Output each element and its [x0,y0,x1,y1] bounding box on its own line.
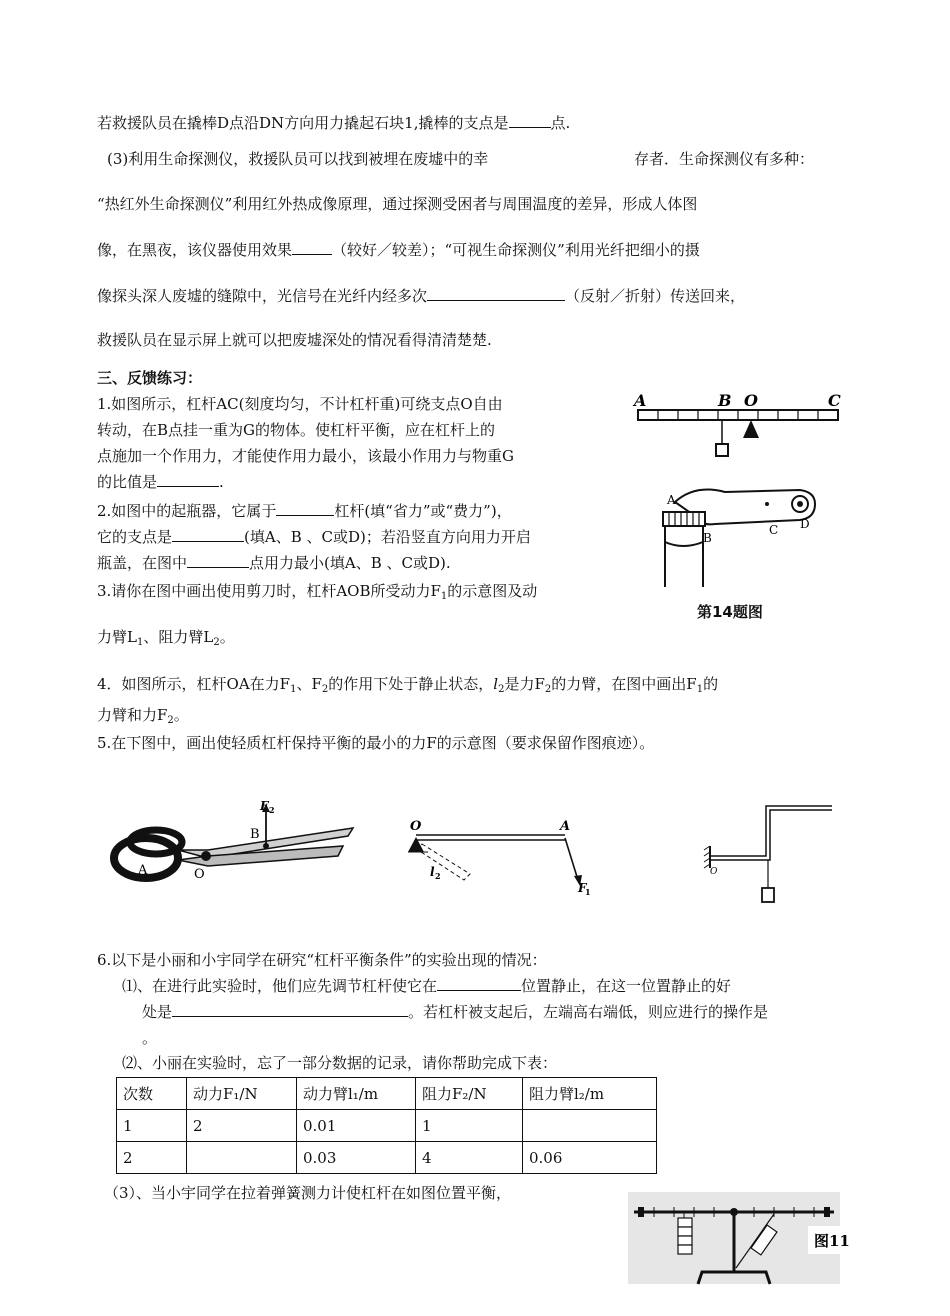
opener-dot [765,502,769,506]
q6-p1-line-2 [142,1002,768,1022]
text-span: 。 [173,706,189,724]
table-cell[interactable]: 1 [416,1110,523,1142]
l2-arm-dashed [418,844,470,880]
answer-blank[interactable] [187,553,249,568]
table-cell: 1 [117,1110,187,1142]
text-span: 杠杆(填“省力”或“费力”)， [334,502,512,520]
fulcrum-triangle [743,420,759,438]
q2-line-1 [97,501,512,521]
label-a: A [560,819,571,834]
answer-blank[interactable] [157,472,219,487]
text-span: 存者．生命探测仪有多种： [634,150,815,168]
table-row [117,1110,657,1142]
table-header: 动力F₁/N [187,1078,297,1110]
subscript: 2 [544,684,552,695]
bent-lever-figure [700,800,840,910]
text-span: 。 [219,628,235,646]
text-span: 若救援队员在撬棒D点沿DN方向用力撬起石块1,撬棒的支点是 [97,114,509,132]
text-line-2 [107,149,488,169]
text-span: F [430,582,441,600]
label-f: F [260,799,269,813]
oa-lever-figure [400,814,600,904]
table-cell[interactable]: 0.01 [297,1110,416,1142]
text-span: 位置静止，在这一位置静止的好 [521,977,732,995]
text-span: 的比值是 [97,473,158,491]
bent-lever-inner [710,810,832,860]
lever-ac-figure [630,388,850,468]
q6-p1-line-3: 。 [142,1029,158,1047]
text-span: 的作用下处于静止状态， [328,675,494,693]
text-span: 处是 [142,1003,173,1021]
q1-line-3: 点施加一个作用力，才能使作用力最小，该最小作用力与物重G [97,447,514,465]
answer-blank[interactable] [292,240,332,255]
label-o: O [194,867,205,882]
table-header: 阻力F₂/N [416,1078,523,1110]
section-title: 三、反馈练习： [97,369,203,387]
subscript: 1 [290,684,297,695]
subscript: 2 [167,715,174,726]
q6-p1-line-1 [122,976,731,996]
text-span: 瓶盖，在图中 [97,554,188,572]
answer-blank[interactable] [427,286,565,301]
label-o: O [710,867,718,877]
text-span: 力臂L [97,628,137,646]
answer-blank[interactable] [172,1002,408,1017]
q1-line-2: 转动，在B点挂一重为G的物体。使杠杆平衡，应在杠杆上的 [97,421,496,439]
table-cell[interactable]: 0.06 [523,1142,657,1174]
q3-line-2 [97,627,235,653]
text-span: 。若杠杆被支起后，左端高右端低，则应进行的操作是 [408,1003,769,1021]
figure-11-label: 图11 [814,1232,850,1250]
data-table [116,1077,657,1174]
text-span: （较好／较差）；“可视生命探测仪”利用光纤把细小的摄 [332,241,700,259]
opener-label-d: D [800,517,810,531]
label-o: O [744,391,758,410]
answer-blank[interactable] [172,527,244,542]
answer-blank[interactable] [509,113,551,128]
answer-blank[interactable] [276,501,334,516]
label-o: O [410,819,422,834]
text-span: 点用力最小(填A、B 、C或D). [249,554,451,572]
text-span: ⑴、在进行此实验时，他们应先调节杠杆使它在 [122,977,438,995]
q5-line: 5.在下图中，画出使轻质杠杆保持平衡的最小的力F的示意图（要求保留作图痕迹）。 [97,734,655,752]
force-f1-arrow [565,838,578,880]
opener-label-a: A [667,493,676,507]
bottle-neck [665,526,703,587]
bottle-opener-figure [655,482,830,592]
text-span: 、阻力臂L [143,628,214,646]
label-l-sub: 2 [435,871,441,881]
opener-label-c: C [769,523,779,537]
figure-11 [628,1192,850,1284]
text-span: 3.请你在图中画出使用剪刀时，杠杆AOB所受动力 [97,582,431,600]
label-b: B [718,391,732,410]
label-c: C [828,391,841,410]
q6-title: 6.以下是小丽和小宇同学在研究“杠杆平衡条件”的实验出现的情况： [97,951,547,969]
weight-stack [678,1218,692,1254]
table-header: 阻力臂l₂/m [523,1078,657,1110]
subscript: 1 [696,684,704,695]
text-span: (3)利用生命探测仪，救援队员可以找到被埋在废墟中的幸 [107,150,489,168]
q4-line-2 [97,705,189,731]
text-span: . [219,473,224,491]
table-cell[interactable]: 4 [416,1142,523,1174]
subscript: 1 [136,637,144,648]
q6-p2: ⑵、小丽在实验时，忘了一部分数据的记录，请你帮助完成下表： [122,1054,558,1072]
text-line-5 [97,286,745,306]
label-f: F [578,881,587,895]
q2-line-2 [97,527,531,547]
text-line-6: 救援队员在显示屏上就可以把废墟深处的情况看得清清楚楚. [97,331,492,349]
opener-label-b: B [703,531,712,545]
table-cell[interactable]: 2 [187,1110,297,1142]
subscript: 1 [440,591,448,602]
q1-line-1: 1.如图所示，杠杆AC(刻度均匀，不计杠杆重)可绕支点O自由 [97,395,503,413]
q2-line-3 [97,553,451,573]
text-span: 像探头深人废墟的缝隙中，光信号在光纤内经多次 [97,287,428,305]
table-cell[interactable] [187,1142,297,1174]
text-span: (填A、B 、C或D)；若沿竖直方向用力开启 [244,528,531,546]
label-a: A [138,863,148,878]
q6-p3: （3）、当小宇同学在拉着弹簧测力计使杠杆在如图位置平衡， [104,1184,512,1202]
weight-block [716,444,728,456]
text-span: 4．如图所示，杠杆OA在力F [97,675,291,693]
text-line-2b [634,149,814,169]
bent-lever-outer [710,806,832,856]
scissors-pivot [201,851,211,861]
figure-14-label: 第14题图 [697,603,763,621]
text-line-3: “热红外生命探测仪”利用红外热成像原理，通过探测受困者与周围温度的差异，形成人体图 [97,195,698,213]
text-span: 点. [550,114,571,132]
beam-end-right [824,1207,830,1217]
answer-blank[interactable] [437,976,521,991]
label-l: l [430,865,435,879]
subscript: 2 [213,637,220,648]
label-f-sub: 1 [585,887,591,897]
q3-line-1 [97,581,537,607]
beam-end-left [638,1207,644,1217]
weight-block [762,888,774,902]
scissors-figure [108,798,358,908]
subscript: 2 [498,684,505,695]
text-span: 的示意图及动 [447,582,538,600]
text-span: 它的支点是 [97,528,173,546]
italic-l: l [493,675,499,693]
table-row [117,1142,657,1174]
text-span: 的 [703,675,719,693]
opener-pivot [797,501,803,507]
q1-line-4 [97,472,224,492]
table-cell: 2 [117,1142,187,1174]
subscript: 2 [321,684,329,695]
text-line-1 [97,113,570,133]
text-span: 像，在黑夜，该仪器使用效果 [97,241,293,259]
table-cell[interactable]: 0.03 [297,1142,416,1174]
label-b: B [250,827,260,842]
text-span: 、F [296,675,322,693]
table-header: 次数 [117,1078,187,1110]
text-line-4 [97,240,700,260]
text-span: （反射／折射）传送回来， [565,287,746,305]
text-span: 2.如图中的起瓶器，它属于 [97,502,277,520]
label-a: A [634,391,647,410]
label-f-sub: 2 [269,805,275,815]
text-span: 是力F [504,675,545,693]
q4-line-1 [97,674,718,700]
text-span: 力臂和力F [97,706,168,724]
table-header-row [117,1078,657,1110]
table-cell[interactable] [523,1110,657,1142]
text-span: 的力臂，在图中画出F [551,675,697,693]
table-header: 动力臂l₁/m [297,1078,416,1110]
